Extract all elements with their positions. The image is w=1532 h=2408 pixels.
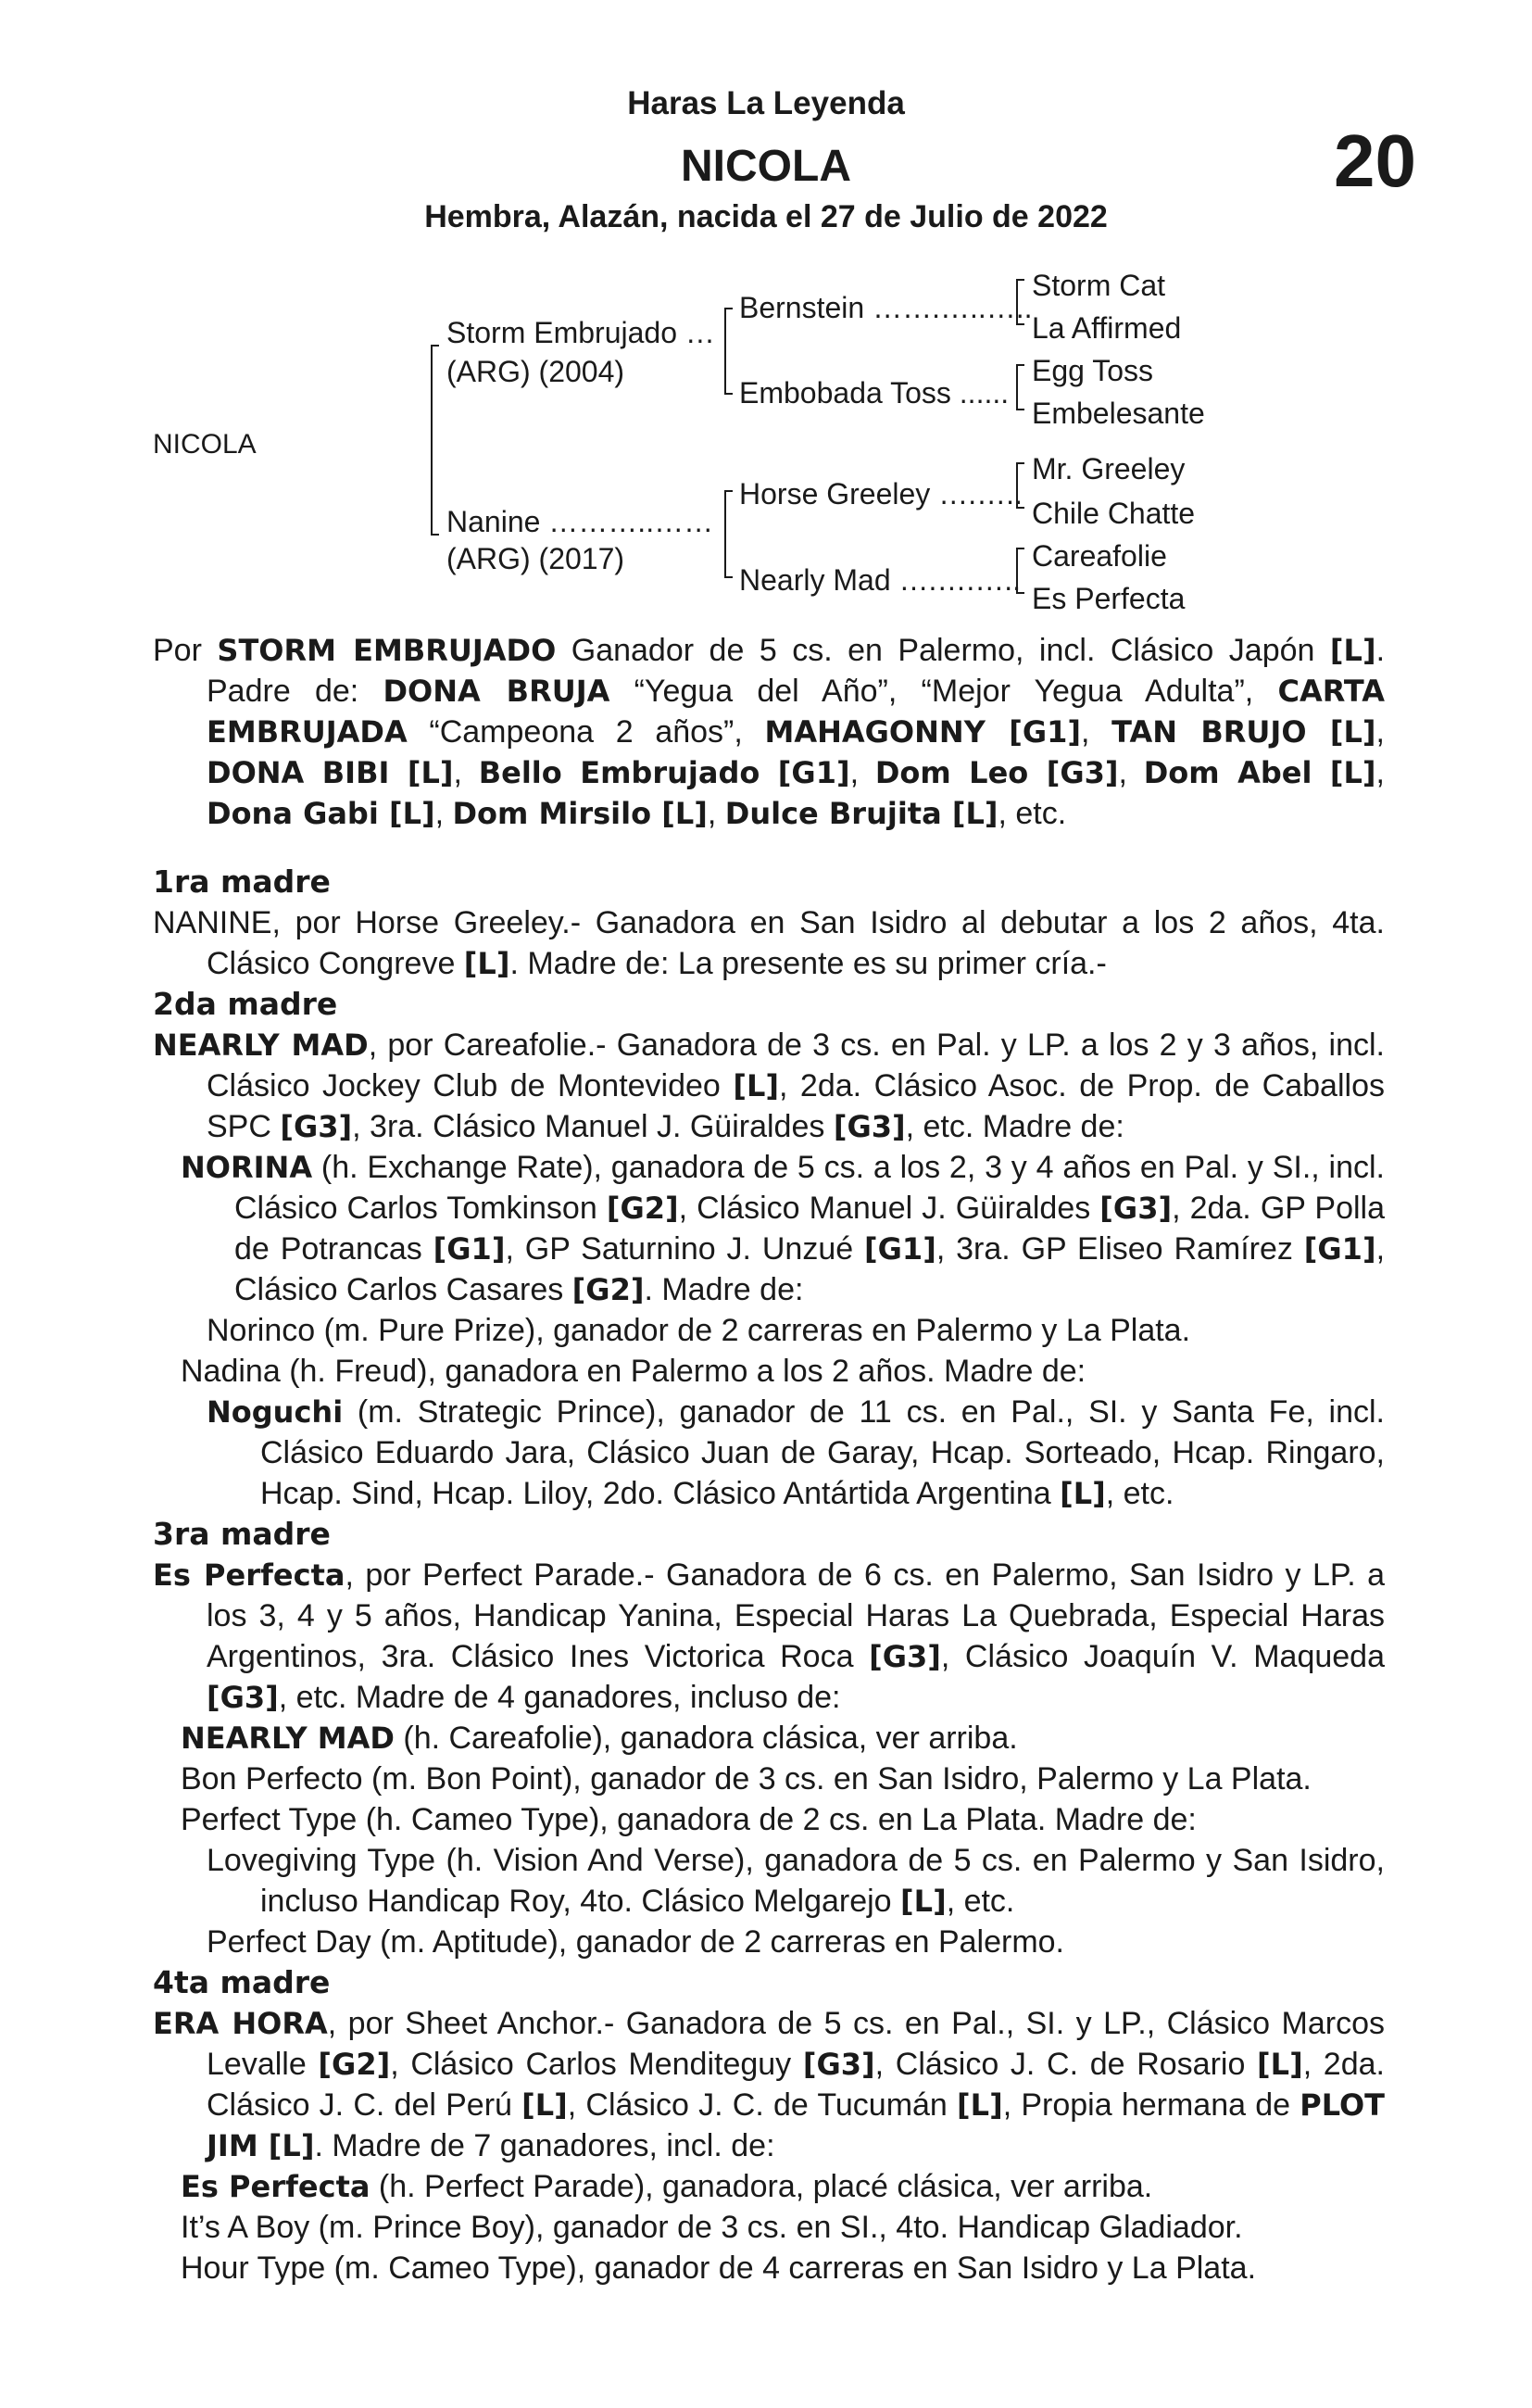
catalog-body xyxy=(153,630,1385,2288)
fourth-dam-main: ERA HORA, por Sheet Anchor.- Ganadora de 5 cs. en Pal., SI. y LP., Clásico Marcos Levalle [G2], Clásico Carlos Menditeguy [G3], Clásico J. C. de Rosario [L], 2da. Clásico J. C. del Perú [L], Clásico J. C. de Tucumán [L], Propia hermana de PLOT JIM [L]. Madre de 7 ganadores, incl. de: xyxy=(153,2006,1385,2163)
norinco-entry: Norinco (m. Pure Prize), ganador de 2 carreras en Palermo y La Plata. xyxy=(207,1313,1191,1348)
noguchi-entry: Noguchi (m. Strategic Prince), ganador de 11 cs. en Pal., SI. y Santa Fe, incl. Clásico Eduardo Jara, Clásico Juan de Garay, Hcap. Sorteado, Hcap. Ringaro, Hcap. Sind, Hcap. Liloy, 2do. Clásico Antártida Argentina [L], etc. xyxy=(207,1394,1385,1511)
bracket-dam xyxy=(725,491,733,577)
second-dam-main: NEARLY MAD, por Careafolie.- Ganadora de 3 cs. en Pal. y LP. a los 2 y 3 años, incl. Clásico Jockey Club de Montevideo [L], 2da. Clásico Asoc. de Prop. de Caballos SPC [G3], 3ra. Clásico Manuel J. Güiraldes [G3], etc. Madre de: xyxy=(153,1027,1386,1144)
dam-sire: Horse Greeley ….….. xyxy=(739,477,1023,511)
ggp-5: Mr. Greeley xyxy=(1032,452,1186,485)
its-a-boy-entry: It’s A Boy (m. Prince Boy), ganador de 3 cs. en SI., 4to. Handicap Gladiador. xyxy=(181,2210,1243,2245)
heading-third-dam: 3ra madre xyxy=(153,1516,331,1552)
ggp-8: Es Perfecta xyxy=(1032,582,1186,615)
sire-paragraph: Por STORM EMBRUJADO Ganador de 5 cs. en Palermo, incl. Clásico Japón [L]. Padre de: DONA BRUJA “Yegua del Año”, “Mejor Yegua Adulta”, CARTA EMBRUJADA “Campeona 2 años”, MAHAGONNY [G1], TAN BRUJO [L], DONA BIBI [L], Bello Embrujado [G1], Dom Leo [G3], Dom Abel [L], Dona Gabi [L], Dom Mirsilo [L], Dulce Brujita [L], etc. xyxy=(153,633,1386,831)
ggp-1: Storm Cat xyxy=(1032,269,1166,302)
farm-name: Haras La Leyenda xyxy=(627,85,905,121)
lot-number: 20 xyxy=(1334,120,1416,202)
hour-type-entry: Hour Type (m. Cameo Type), ganador de 4 carreras en San Isidro y La Plata. xyxy=(181,2250,1257,2286)
heading-fourth-dam: 4ta madre xyxy=(153,1964,331,2000)
heading-second-dam: 2da madre xyxy=(153,986,338,1022)
perfect-type-entry: Perfect Type (h. Cameo Type), ganadora de 2 cs. en La Plata. Madre de: xyxy=(181,1802,1197,1837)
nearly-mad-entry: NEARLY MAD (h. Careafolie), ganadora clásica, ver arriba. xyxy=(181,1721,1018,1756)
first-dam-text: NANINE, por Horse Greeley.- Ganadora en San Isidro al debutar a los 2 años, 4ta. Clásico Congreve [L]. Madre de: La presente es su primer cría.- xyxy=(153,905,1385,981)
ggp-2: La Affirmed xyxy=(1032,311,1182,345)
sire-dam: Embobada Toss ...... xyxy=(739,376,1010,410)
pedigree-subject: NICOLA xyxy=(153,429,257,460)
ggp-7: Careafolie xyxy=(1032,539,1167,573)
sire-sire: Bernstein …….…..….. xyxy=(739,291,1033,324)
norina-entry: NORINA (h. Exchange Rate), ganadora de 5 cs. a los 2, 3 y 4 años en Pal. y SI., incl. Clásico Carlos Tomkinson [G2], Clásico Manuel J. Güiraldes [G3], 2da. GP Polla de Potrancas [G1], GP Saturnino J. Unzué [G1], 3ra. GP Eliseo Ramírez [G1], Clásico Carlos Casares [G2]. Madre de: xyxy=(181,1150,1386,1307)
bracket-sire xyxy=(725,309,733,394)
bracket-gg2 xyxy=(1017,365,1024,410)
es-perfecta-entry: Es Perfecta (h. Perfect Parade), ganadora, placé clásica, ver arriba. xyxy=(181,2169,1153,2204)
heading-first-dam: 1ra madre xyxy=(153,864,331,900)
lovegiving-entry: Lovegiving Type (h. Vision And Verse), ganadora de 5 cs. en Palermo y San Isidro, incluso Handicap Roy, 4to. Clásico Melgarejo [L], etc. xyxy=(207,1843,1385,1919)
sire-origin: (ARG) (2004) xyxy=(446,355,625,388)
perfect-day-entry: Perfect Day (m. Aptitude), ganador de 2 carreras en Palermo. xyxy=(207,1924,1065,1960)
horse-description: Hembra, Alazán, nacida el 27 de Julio de 2022 xyxy=(424,199,1108,234)
third-dam-main: Es Perfecta, por Perfect Parade.- Ganadora de 6 cs. en Palermo, San Isidro y LP. a los 3, 4 y 5 años, Handicap Yanina, Especial Haras La Quebrada, Especial Haras Argentinos, 3ra. Clásico Ines Victorica Roca [G3], Clásico Joaquín V. Maqueda [G3], etc. Madre de 4 ganadores, incluso de: xyxy=(153,1557,1385,1715)
dam-name: Nanine ………..…… xyxy=(446,505,714,538)
dam-dam: Nearly Mad ….….….. xyxy=(739,563,1022,597)
nadina-entry: Nadina (h. Freud), ganadora en Palermo a los 2 años. Madre de: xyxy=(181,1354,1086,1389)
ggp-3: Egg Toss xyxy=(1032,354,1154,387)
horse-name: NICOLA xyxy=(681,142,851,191)
ggp-6: Chile Chatte xyxy=(1032,497,1196,530)
bracket-main xyxy=(432,346,439,535)
ggp-4: Embelesante xyxy=(1032,397,1205,430)
bon-perfecto-entry: Bon Perfecto (m. Bon Point), ganador de 3 cs. en San Isidro, Palermo y La Plata. xyxy=(181,1761,1312,1797)
sire-name: Storm Embrujado … xyxy=(446,316,715,349)
dam-origin: (ARG) (2017) xyxy=(446,542,625,575)
